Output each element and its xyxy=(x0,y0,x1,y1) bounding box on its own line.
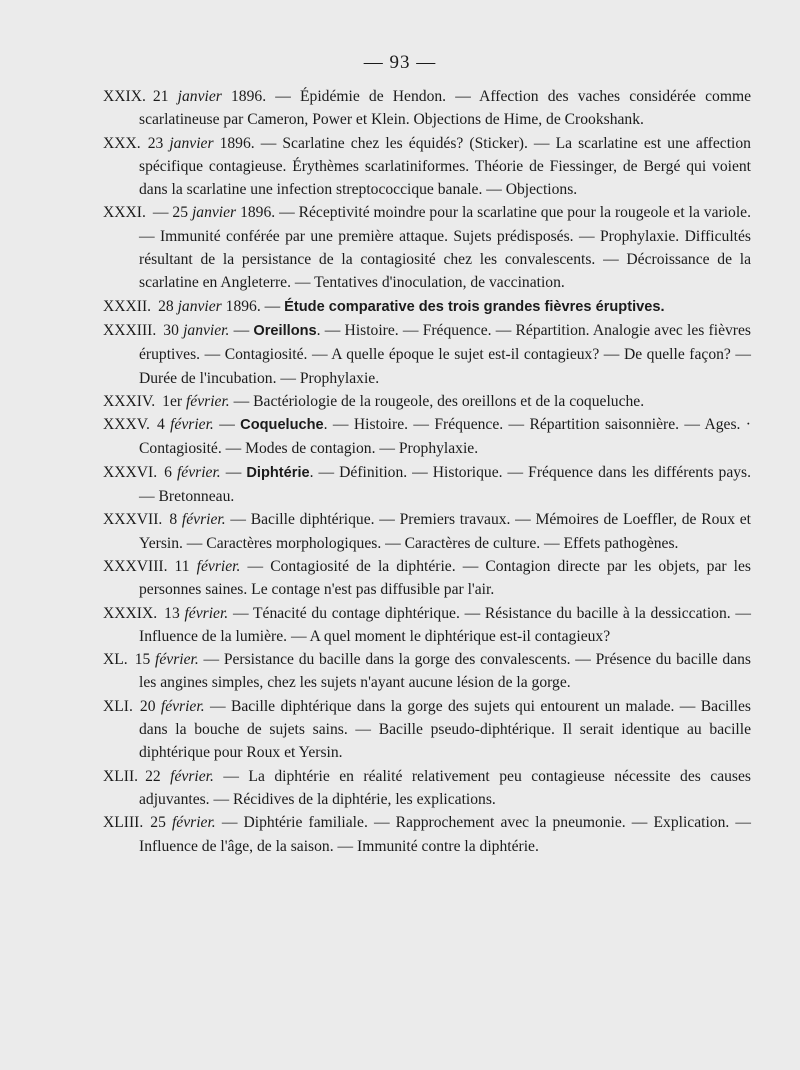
entry-prefix: 1896. — xyxy=(225,297,285,315)
entry-text: — Bacille diphtérique dans la gorge des sujets qui entourent un malade. — Bacilles dans la bouche de sujets sains. — Bacille pseudo-diphtérique. Il serait identique au bacille diphtérique pour Roux et Yersin. xyxy=(139,697,751,762)
lecture-topic: Étude comparative des trois grandes fièvres éruptives. xyxy=(284,298,665,315)
entry-text: . — Histoire. — Fréquence. — Répartition. Analogie avec les fièvres éruptives. — Contagiosité. — A quelle époque le sujet est-il contagieux? — De quelle façon? — Durée de l'incubation. — Prophylaxie. xyxy=(139,321,751,387)
lecture-month: février. xyxy=(181,511,226,529)
lecture-month: février. xyxy=(184,604,229,622)
lecture-entry xyxy=(103,85,751,132)
lecture-entry xyxy=(103,602,751,649)
lecture-topic: Coqueluche xyxy=(240,417,324,434)
lecture-day: 13 xyxy=(164,604,180,622)
lecture-number: XLIII. xyxy=(103,814,144,832)
lecture-entry xyxy=(103,695,751,765)
lecture-number: XXXII. xyxy=(103,297,152,315)
lecture-topic: Oreillons xyxy=(253,322,317,339)
lecture-number: XL. xyxy=(103,651,128,669)
lecture-month: février. xyxy=(176,463,221,481)
lecture-list xyxy=(103,85,751,858)
lecture-day: 20 xyxy=(139,697,156,715)
lecture-month: janvier. xyxy=(183,321,230,339)
lecture-day: 6 xyxy=(164,463,172,481)
lecture-number: XXXIII. xyxy=(103,321,157,339)
entry-text: — Diphtérie familiale. — Rapprochement avec la pneumonie. — Explication. — Influence de l'âge, de la saison. — Immunité contre la diphtérie. xyxy=(139,814,751,855)
entry-text: . — Définition. — Historique. — Fréquence dans les différents pays. — Bretonneau. xyxy=(139,463,752,506)
lecture-month: février. xyxy=(185,392,230,410)
lecture-day: 22 xyxy=(145,767,161,785)
lecture-month: février. xyxy=(170,767,214,785)
lecture-day: 1er xyxy=(162,392,183,410)
lecture-entry xyxy=(103,648,751,695)
page-number: — 93 — xyxy=(363,52,437,73)
lecture-day: 21 xyxy=(152,88,169,105)
lecture-entry xyxy=(103,132,751,202)
lecture-month: février. xyxy=(170,416,214,434)
entry-text: 1896. — Réceptivité moindre pour la scarlatine que pour la rougeole et la variole. — Immunité conférée par une première attaque. Sujets prédisposés. — Prophylaxie. Difficultés résultant de la persistance de la contagiosité chez les convalescents. — Décroissance de la scarlatine en Angleterre. — Tentatives d'inoculation, de vaccination. xyxy=(139,204,751,292)
lecture-month: janvier xyxy=(169,134,214,152)
lecture-number: XLI. xyxy=(103,697,133,715)
lecture-number: XXXVII. xyxy=(103,511,163,529)
lecture-entry xyxy=(103,413,751,461)
entry-text: 1896. — Épidémie de Hendon. — Affection des vaches considérée comme scarlatineuse par Cameron, Power et Klein. Objections de Hime, de Crookshank. xyxy=(139,88,752,129)
lecture-number: XXXIX. xyxy=(103,604,158,622)
entry-prefix: — xyxy=(225,463,247,481)
entry-prefix: — xyxy=(219,416,241,434)
lecture-month: janvier xyxy=(177,297,222,315)
lecture-entry xyxy=(103,508,751,555)
lecture-day: 28 xyxy=(158,297,174,315)
lecture-month: février. xyxy=(171,814,216,832)
lecture-entry xyxy=(103,390,751,413)
lecture-day: 8 xyxy=(169,511,178,529)
lecture-number: XXXVI. xyxy=(103,463,158,481)
lecture-entry xyxy=(103,295,751,319)
lecture-day: 23 xyxy=(147,134,164,152)
lecture-day: 11 xyxy=(174,557,190,575)
lecture-entry xyxy=(103,765,751,812)
entry-text: — Persistance du bacille dans la gorge des convalescents. — Présence du bacille dans les angines simples, chez les sujets n'ayant aucune lésion de la gorge. xyxy=(139,651,751,692)
lecture-day: 15 xyxy=(134,651,151,669)
entry-text: — Contagiosité de la diphtérie. — Contagion directe par les objets, par les personnes saines. Le contage n'est pas diffusible par l'air. xyxy=(139,557,751,599)
lecture-month: février. xyxy=(160,697,205,715)
lecture-number: XXIX. xyxy=(103,88,146,105)
entry-text: . — Histoire. — Fréquence. — Répartition saisonnière. — Ages. · Contagiosité. — Modes de contagion. — Prophylaxie. xyxy=(139,416,751,458)
entry-text: 1896. — Scarlatine chez les équidés? (Sticker). — La scarlatine est une affection spécifique contagieuse. Érythèmes scarlatiniformes. Théorie de Fiessinger, de Bergé qui voient dans la scarlatine une infection streptococcique banale. — Objections. xyxy=(139,134,751,199)
entry-text: — Ténacité du contage diphtérique. — Résistance du bacille à la dessiccation. — Influence de la lumière. — A quel moment le diphtérique est-il contagieux? xyxy=(139,604,751,645)
entry-text: — Bacille diphtérique. — Premiers travaux. — Mémoires de Loeffler, de Roux et Yersin. — Caractères morphologiques. — Caractères de culture. — Effets pathogènes. xyxy=(139,511,751,552)
lecture-day: 4 xyxy=(156,416,165,434)
lecture-number: XXX. xyxy=(103,134,141,152)
lecture-month: février. xyxy=(196,557,241,575)
lecture-month: janvier xyxy=(191,204,237,222)
lecture-topic: Diphtérie xyxy=(246,464,310,481)
lecture-number: XLII. xyxy=(103,767,139,785)
lecture-month: février. xyxy=(155,651,199,669)
entry-text: — La diphtérie en réalité relativement peu contagieuse nécessite des causes adjuvantes. — Récidives de la diphtérie, les explications. xyxy=(139,767,751,808)
lecture-entry xyxy=(103,811,751,858)
lecture-entry xyxy=(103,461,751,509)
entry-prefix: — xyxy=(233,321,254,339)
lecture-entry xyxy=(103,555,751,602)
lecture-number: XXXV. xyxy=(103,416,150,434)
lecture-entry xyxy=(103,201,751,294)
entry-text: — Bactériologie de la rougeole, des oreillons et de la coqueluche. xyxy=(233,392,645,410)
lecture-day: 25 xyxy=(150,814,166,832)
lecture-day: — 25 xyxy=(152,204,189,222)
lecture-day: 30 xyxy=(163,321,179,339)
lecture-entry xyxy=(103,319,751,390)
lecture-number: XXXI. xyxy=(103,204,146,222)
lecture-number: XXXIV. xyxy=(103,392,156,410)
lecture-month: janvier xyxy=(177,88,222,105)
lecture-number: XXXVIII. xyxy=(103,557,168,575)
